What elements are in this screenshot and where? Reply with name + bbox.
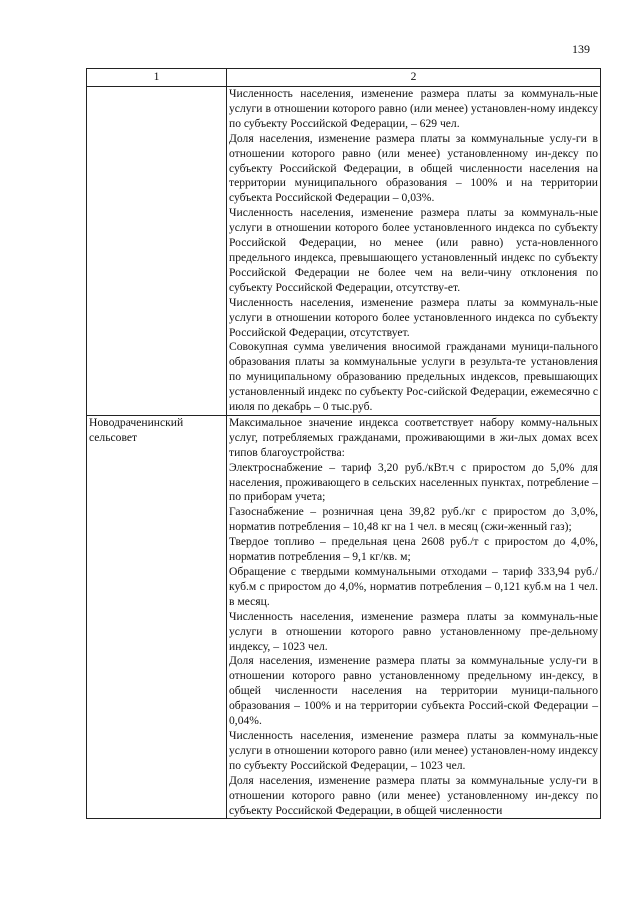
municipality-cell xyxy=(87,87,227,416)
column-header-1: 1 xyxy=(87,69,227,87)
table-row xyxy=(87,87,601,416)
paragraph: Численность населения, изменение размера платы за коммуналь-ные услуги в отношении которого более установленного индекса по субъекту Российской Федерации, отсутствует. xyxy=(229,295,598,339)
paragraph: Обращение с твердыми коммунальными отходами – тариф 333,94 руб./куб.м с приростом до 4,0%, норматив потребления – 0,121 куб.м на 1 чел. в месяц. xyxy=(229,565,598,608)
data-table xyxy=(86,68,601,819)
column-header-2: 2 xyxy=(227,69,601,87)
paragraph: Доля населения, изменение размера платы за коммунальные услу-ги в отношении которого равно (или менее) установленному ин-дексу по субъекту Российской Федерации, в общей численности населения на территории муниципального образования – 100% и на территории субъекта Российской Федерации – 0,03%. xyxy=(229,131,598,205)
page-number: 139 xyxy=(572,42,590,56)
description-cell xyxy=(227,87,601,416)
paragraph: Электроснабжение – тариф 3,20 руб./кВт.ч с приростом до 5,0% для населения, проживающего в сельских населенных пунктах, потребление – по приборам учета; xyxy=(229,460,598,504)
paragraph: Численность населения, изменение размера платы за коммуналь-ные услуги в отношении которого равно установленному пре-дельному индексу, – 1023 чел. xyxy=(229,609,598,653)
paragraph: Совокупная сумма увеличения вносимой гражданами муници-пального образования платы за коммунальные услуги в результа-те установления по муниципальному образованию предельных индексов, превышающих установленный индекс по субъекту Рос-сийской Федерации, ежемесячно с июля по декабрь – 0 тыс.руб. xyxy=(229,340,598,414)
paragraph: Численность населения, изменение размера платы за коммуналь-ные услуги в отношении которого более установленного индекса по субъекту Российской Федерации, но менее (или равно) уста-новленного предельного индекса, превышающего установленный индекс по субъекту Российской Федерации не более чем на вели-чину отклонения по субъекту Российской Федерации, отсутству-ет. xyxy=(229,206,598,294)
paragraph: Численность населения, изменение размера платы за коммуналь-ные услуги в отношении которого равно (или менее) установлен-ному индексу по субъекту Российской Федерации, – 1023 чел. xyxy=(229,728,598,772)
paragraph: Доля населения, изменение размера платы за коммунальные услу-ги в отношении которого равно (или менее) установленному ин-дексу по субъекту Российской Федерации, в общей численности xyxy=(229,773,598,817)
paragraph: Доля населения, изменение размера платы за коммунальные услу-ги в отношении которого равно установленному предельному ин-дексу, в общей численности населения на территории муници-пального образования – 100% и на территории субъекта Россий-ской Федерации – 0,04%. xyxy=(229,654,598,728)
table-header-row xyxy=(87,69,601,87)
paragraph: Газоснабжение – розничная цена 39,82 руб./кг с приростом до 3,0%, норматив потребления – 10,48 кг на 1 чел. в месяц (сжи-женный газ); xyxy=(229,505,598,534)
paragraph: Максимальное значение индекса соответствует набору комму-нальных услуг, потребляемых гражданами, проживающими в жи-лых домах всех типов благоустройства: xyxy=(229,415,598,459)
paragraph: Численность населения, изменение размера платы за коммуналь-ные услуги в отношении которого равно (или менее) установлен-ному индексу по субъекту Российской Федерации, – 629 чел. xyxy=(229,87,598,130)
paragraph: Твердое топливо – предельная цена 2608 руб./т с приростом до 4,0%, норматив потребления – 9,1 кг/кв. м; xyxy=(229,535,598,564)
description-cell xyxy=(227,415,601,818)
table-row xyxy=(87,415,601,818)
municipality-cell: Новодраченинский сельсовет xyxy=(87,415,227,818)
